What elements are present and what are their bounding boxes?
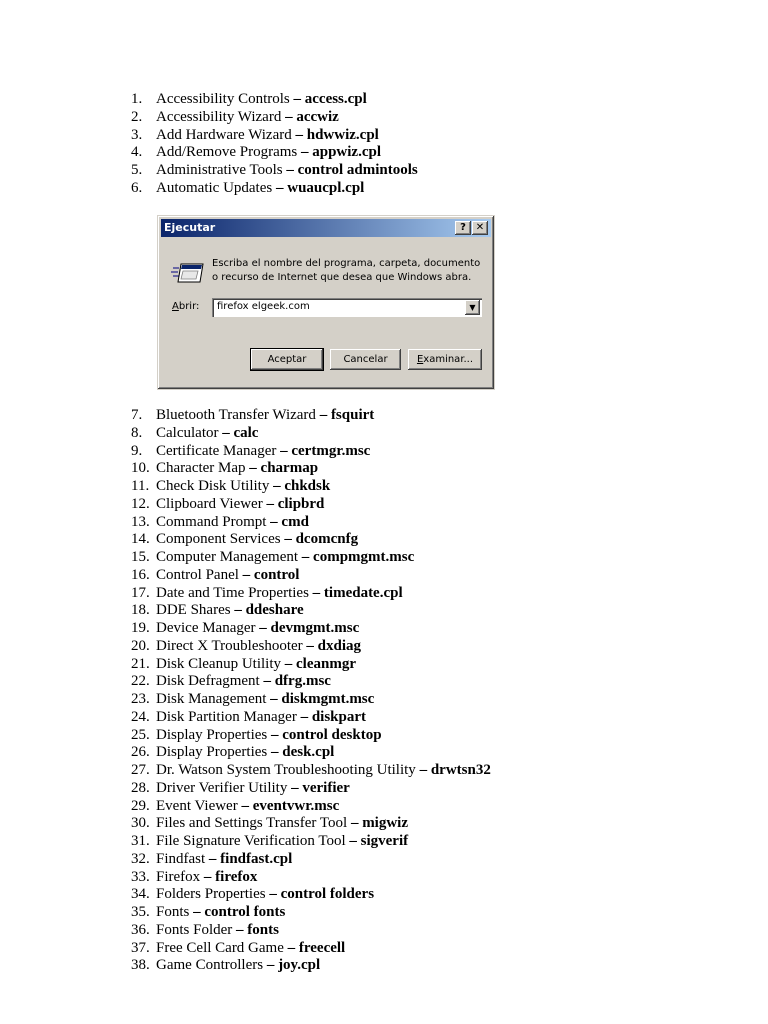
list-item — [131, 162, 418, 180]
item-number: 33. — [131, 868, 150, 885]
item-command: dfrg.msc — [274, 673, 331, 690]
item-label: Game Controllers — [156, 957, 264, 974]
item-label: Folders Properties — [156, 886, 266, 903]
item-number: 37. — [131, 939, 150, 956]
list-item — [131, 673, 491, 691]
item-number: 30. — [131, 815, 150, 832]
item-separator: – — [270, 744, 279, 761]
item-command: accwiz — [296, 108, 339, 125]
item-number: 1. — [131, 91, 143, 107]
item-number: 14. — [131, 531, 150, 548]
item-number: 5. — [131, 162, 143, 178]
item-label: Firefox — [156, 868, 201, 885]
item-number: 7. — [131, 407, 143, 423]
list-item — [131, 620, 491, 638]
item-label: Fonts — [156, 904, 190, 920]
item-command: eventvwr.msc — [252, 797, 340, 814]
list-item — [131, 744, 491, 762]
open-label-text: brir: — [178, 301, 200, 312]
item-separator: – — [300, 144, 309, 161]
list-item — [131, 869, 491, 887]
item-label: Disk Cleanup Utility — [156, 655, 281, 672]
list-item — [131, 798, 491, 816]
item-command: timedate.cpl — [323, 584, 403, 601]
item-separator: – — [319, 407, 328, 423]
item-label: DDE Shares — [156, 602, 231, 619]
item-command: cleanmgr — [296, 655, 356, 672]
item-number: 2. — [131, 108, 143, 125]
item-label: Free Cell Card Game — [156, 939, 284, 956]
item-number: 36. — [131, 921, 150, 938]
item-command: chkdsk — [284, 478, 331, 494]
item-command: dcomcnfg — [295, 531, 359, 548]
list-item — [131, 709, 491, 727]
list-item — [131, 691, 491, 709]
item-separator: – — [287, 939, 296, 956]
list-item — [131, 815, 491, 833]
list-item — [131, 549, 491, 567]
item-label: Event Viewer — [156, 797, 238, 814]
item-command: certmgr.msc — [291, 442, 371, 459]
dropdown-arrow-icon[interactable]: ▼ — [465, 300, 480, 315]
item-number: 38. — [131, 957, 150, 974]
item-number: 28. — [131, 779, 150, 796]
item-label: Administrative Tools — [156, 162, 283, 178]
list-item — [131, 851, 491, 869]
item-number: 12. — [131, 495, 150, 512]
item-label: File Signature Verification Tool — [156, 833, 346, 849]
list-item — [131, 460, 491, 478]
item-number: 11. — [131, 478, 150, 494]
dialog-titlebar — [161, 219, 491, 237]
item-number: 34. — [131, 886, 150, 903]
list-item — [131, 144, 418, 162]
item-number: 21. — [131, 655, 150, 672]
list-item — [131, 656, 491, 674]
item-number: 23. — [131, 691, 150, 707]
item-command: migwiz — [362, 815, 409, 832]
item-separator: – — [300, 708, 309, 725]
item-separator: – — [266, 495, 274, 512]
item-separator: – — [234, 602, 242, 619]
ok-button[interactable]: Aceptar — [251, 349, 323, 370]
item-separator: – — [270, 513, 278, 530]
help-button[interactable]: ? — [455, 221, 471, 235]
item-command: ddeshare — [245, 602, 304, 619]
item-separator: – — [419, 762, 428, 778]
item-label: Files and Settings Transfer Tool — [156, 815, 348, 832]
item-number: 4. — [131, 144, 143, 161]
item-separator: – — [222, 424, 230, 441]
item-separator: – — [273, 478, 281, 494]
item-number: 29. — [131, 797, 150, 814]
item-number: 3. — [131, 126, 143, 143]
item-label: Character Map — [156, 460, 246, 477]
item-label: Fonts Folder — [156, 921, 233, 938]
list-item — [131, 180, 418, 198]
item-label: Automatic Updates — [156, 179, 273, 196]
item-command: dxdiag — [317, 637, 362, 654]
list-item — [131, 904, 491, 922]
item-number: 24. — [131, 708, 150, 725]
item-separator: – — [269, 886, 277, 903]
close-button[interactable]: ✕ — [472, 221, 488, 235]
list-item — [131, 496, 491, 514]
item-label: Device Manager — [156, 620, 256, 636]
item-separator: – — [286, 162, 294, 178]
item-command: calc — [233, 424, 259, 441]
item-command: freecell — [298, 939, 346, 956]
list-item — [131, 478, 491, 496]
item-number: 17. — [131, 584, 150, 601]
list-item — [131, 762, 491, 780]
item-separator: – — [350, 815, 359, 832]
item-command: devmgmt.msc — [270, 620, 360, 636]
browse-accelerator: E — [416, 354, 424, 365]
list-item — [131, 780, 491, 798]
item-number: 15. — [131, 549, 150, 565]
item-command: drwtsn32 — [430, 762, 491, 778]
item-number: 32. — [131, 850, 150, 867]
item-number: 13. — [131, 513, 150, 530]
item-command: cmd — [281, 513, 309, 530]
item-separator: – — [259, 620, 267, 636]
open-label — [172, 300, 199, 314]
item-number: 20. — [131, 637, 150, 654]
item-separator: – — [208, 850, 217, 867]
item-number: 10. — [131, 460, 150, 477]
item-separator: – — [270, 691, 278, 707]
item-separator: – — [275, 179, 284, 196]
item-label: Command Prompt — [156, 513, 267, 530]
list-item — [131, 567, 491, 585]
item-label: Add/Remove Programs — [156, 144, 298, 161]
item-command: joy.cpl — [278, 957, 321, 974]
list-item — [131, 514, 491, 532]
item-command: compmgmt.msc — [313, 549, 415, 565]
dialog-title: Ejecutar — [164, 221, 216, 234]
item-separator: – — [280, 442, 288, 459]
item-command: clipbrd — [277, 495, 325, 512]
item-label: Disk Partition Manager — [156, 708, 297, 725]
item-separator: – — [291, 779, 299, 796]
item-separator: – — [312, 584, 321, 601]
item-label: Component Services — [156, 531, 281, 548]
list-item — [131, 109, 418, 127]
item-separator: – — [242, 566, 251, 583]
item-command: control folders — [280, 886, 375, 903]
item-number: 26. — [131, 744, 150, 761]
list-item — [131, 407, 491, 425]
list-item — [131, 91, 418, 109]
item-command: appwiz.cpl — [312, 144, 381, 161]
item-command: desk.cpl — [282, 744, 335, 761]
item-label: Display Properties — [156, 726, 268, 743]
item-number: 16. — [131, 566, 150, 583]
item-number: 18. — [131, 602, 150, 619]
item-command: verifier — [302, 779, 350, 796]
item-label: Control Panel — [156, 566, 239, 583]
item-label: Check Disk Utility — [156, 478, 270, 494]
dialog-message: Escriba el nombre del programa, carpeta, documento o recurso de Internet que desea que Windows abra. — [212, 258, 481, 283]
item-label: Driver Verifier Utility — [156, 779, 288, 796]
list-item — [131, 602, 491, 620]
item-label: Disk Management — [156, 691, 267, 707]
item-separator: – — [193, 904, 201, 920]
command-list-part-1 — [131, 91, 418, 198]
list-item — [131, 531, 491, 549]
item-label: Accessibility Wizard — [156, 108, 282, 125]
item-separator: – — [285, 108, 293, 125]
item-separator: – — [284, 531, 292, 548]
item-command: sigverif — [360, 833, 409, 849]
item-label: Disk Defragment — [156, 673, 260, 690]
item-label: Add Hardware Wizard — [156, 126, 292, 143]
item-command: firefox — [215, 868, 258, 885]
item-number: 9. — [131, 442, 143, 459]
item-command: fsquirt — [330, 407, 375, 423]
list-item — [131, 585, 491, 603]
item-command: control desktop — [282, 726, 382, 743]
item-number: 25. — [131, 726, 150, 743]
command-list-part-2 — [131, 407, 491, 975]
run-program-icon — [171, 259, 205, 285]
item-label: Findfast — [156, 850, 206, 867]
item-label: Bluetooth Transfer Wizard — [156, 407, 316, 423]
item-label: Direct X Troubleshooter — [156, 637, 303, 654]
browse-label: xaminar... — [423, 354, 474, 365]
item-separator: – — [266, 957, 275, 974]
item-number: 31. — [131, 833, 150, 849]
item-command: wuaucpl.cpl — [287, 179, 365, 196]
item-separator: – — [295, 126, 303, 143]
item-separator: – — [241, 797, 249, 814]
item-number: 22. — [131, 673, 150, 690]
item-separator: – — [263, 673, 271, 690]
browse-button[interactable] — [408, 349, 482, 370]
item-command: control — [253, 566, 300, 583]
item-separator: – — [249, 460, 257, 477]
list-item — [131, 957, 491, 975]
list-item — [131, 443, 491, 461]
list-item — [131, 940, 491, 958]
item-separator: – — [349, 833, 357, 849]
list-item — [131, 727, 491, 745]
list-item — [131, 922, 491, 940]
item-label: Display Properties — [156, 744, 268, 761]
item-separator: – — [203, 868, 212, 885]
item-label: Clipboard Viewer — [156, 495, 263, 512]
item-number: 6. — [131, 179, 143, 196]
item-number: 35. — [131, 904, 150, 920]
item-label: Date and Time Properties — [156, 584, 309, 601]
run-dialog — [157, 215, 495, 390]
list-item — [131, 886, 491, 904]
list-item — [131, 833, 491, 851]
list-item — [131, 638, 491, 656]
item-command: diskpart — [311, 708, 366, 725]
item-command: control fonts — [204, 904, 286, 920]
item-label: Accessibility Controls — [156, 91, 290, 107]
item-label: Computer Management — [156, 549, 299, 565]
item-separator: – — [293, 91, 301, 107]
item-command: charmap — [260, 460, 319, 477]
open-label-accelerator: A — [172, 301, 179, 312]
item-command: diskmgmt.msc — [281, 691, 375, 707]
item-separator: – — [236, 921, 244, 938]
item-command: fonts — [247, 921, 279, 938]
item-command: access.cpl — [304, 91, 367, 107]
list-item — [131, 425, 491, 443]
item-label: Certificate Manager — [156, 442, 277, 459]
item-number: 27. — [131, 762, 150, 778]
item-separator: – — [306, 637, 314, 654]
item-label: Calculator — [156, 424, 219, 441]
item-separator: – — [284, 655, 293, 672]
item-command: control admintools — [297, 162, 418, 178]
item-number: 8. — [131, 424, 143, 441]
item-command: hdwwiz.cpl — [306, 126, 379, 143]
open-combobox[interactable] — [212, 298, 482, 317]
item-number: 19. — [131, 620, 150, 636]
item-label: Dr. Watson System Troubleshooting Utility — [156, 762, 416, 778]
cancel-button[interactable]: Cancelar — [330, 349, 401, 370]
item-separator: – — [270, 726, 279, 743]
item-command: findfast.cpl — [220, 850, 293, 867]
open-input[interactable]: firefox elgeek.com — [217, 301, 310, 312]
list-item — [131, 127, 418, 145]
item-separator: – — [301, 549, 310, 565]
